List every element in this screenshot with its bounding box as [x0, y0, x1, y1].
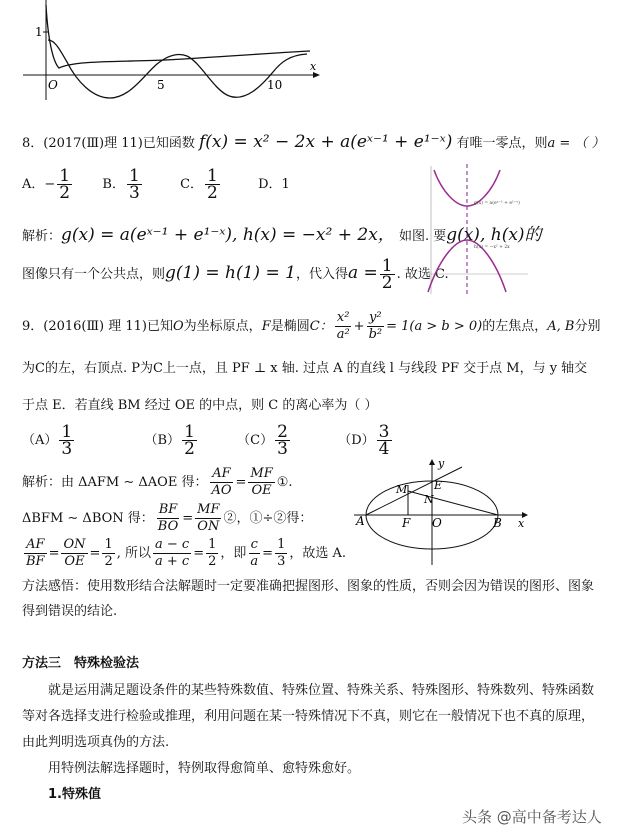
- q9-stem-line1: 9．(2016(Ⅲ) 理 11)已知O为坐标原点，F是椭圆C： $\frac{\text{x²}}{\text{a²}}$ + $\frac{\text{y²}}{\text{b²}}$ = 1(a > b > 0)的左焦点，A, B分别: [22, 310, 601, 342]
- watermark: 头条 @高中备考达人: [462, 808, 602, 826]
- q9-solution-line3: $\frac{AF}{BF}$ = $\frac{ON}{OE}$ = $\frac{1}{2}$ , 所以 $\frac{a - c}{a + c}$ = $\frac{1}{2}$ ，即 $\frac{c}{a}$ = $\frac{1}{3}$ ，故选 A.: [26, 537, 346, 569]
- label-f: F: [402, 516, 411, 530]
- q8-stem-prefix: 8．(2017(Ⅲ)理 11)已知函数: [22, 136, 195, 151]
- method3-title: 方法三 特殊检验法: [22, 656, 140, 671]
- label-a: A: [356, 514, 365, 528]
- label-m: M: [396, 483, 408, 496]
- q9-solution-line2: ΔBFM ∼ ΔBON 得： $\frac{BF}{BO}$ = $\frac{MF}{ON}$ ②，①÷②得：: [22, 502, 313, 534]
- label-n: N: [424, 493, 434, 506]
- label-y: y: [438, 457, 445, 470]
- q9-stem-line3: 于点 E．若直线 BM 经过 OE 的中点，则 C 的离心率为（ ）: [22, 398, 378, 413]
- top-y-tick-label: 1: [35, 25, 43, 39]
- q8-option-b: B． $\frac{1}{3}$: [102, 166, 140, 203]
- q8-stem-suffix: 有唯一零点，则: [456, 136, 548, 151]
- q8-solution-line2: 图像只有一个公共点，则g(1) = h(1) = 1，代入得a = $\frac{1}{2}$ . 故选 C.: [22, 256, 449, 293]
- top-x-axis-label: x: [310, 60, 317, 73]
- label-e: E: [434, 479, 443, 492]
- q9-stem-line2: 为C的左，右顶点. P为C上一点，且 PF ⊥ x 轴. 过点 A 的直线 l 与线段 PF 交于点 M，与 y 轴交: [22, 361, 588, 376]
- top-x-tick-10: 10: [267, 78, 283, 92]
- q9-solution-line1: 解析：由 ΔAFM ∼ ΔAOE 得： $\frac{AF}{AO}$ = $\frac{MF}{OE}$ ①.: [22, 466, 293, 498]
- q8-stem: [22, 132, 605, 152]
- top-log-curve: [46, 5, 310, 68]
- method3-paragraph1-line1: 就是运用满足题设条件的某些特殊数值、特殊位置、特殊关系、特殊图形、特殊数列、特殊函数: [48, 683, 595, 698]
- label-o: O: [432, 516, 442, 530]
- label-b: B: [493, 516, 502, 530]
- method3-subheading: 1.特殊值: [48, 787, 101, 802]
- q8-stem-tail: a = （ ）: [547, 136, 605, 151]
- q9-option-c: （C） $\frac{2}{3}$: [237, 422, 288, 459]
- top-x-tick-5: 5: [157, 78, 165, 92]
- line-l: [366, 467, 462, 515]
- q8-solution-line1: 解析：g(x) = a(eˣ⁻¹ + e¹⁻ˣ), h(x) = −x² + 2x， 如图. 要g(x), h(x)的: [22, 225, 542, 245]
- q9-option-a: （A） $\frac{1}{3}$: [22, 422, 73, 459]
- label-x: x: [518, 517, 525, 530]
- method3-paragraph1-line3: 由此判明选项真伪的方法.: [22, 735, 170, 750]
- method3-paragraph2: 用特例法解选择题时，特例取得愈简单、愈特殊愈好。: [48, 761, 361, 776]
- q8-graph-h-label: h(x) = −x² + 2x: [474, 245, 510, 250]
- q8-function: f(x) = x² − 2x + a(eˣ⁻¹ + e¹⁻ˣ): [199, 132, 453, 152]
- q8-option-d: D．1: [258, 177, 290, 192]
- q9-insight-line2: 得到错误的结论.: [22, 604, 118, 619]
- q9-option-b: （B） $\frac{1}{2}$: [144, 422, 195, 459]
- q9-ellipse-figure: [350, 455, 530, 570]
- top-function-graph: [15, 0, 325, 108]
- method3-paragraph1-line2: 等对各选择支进行检验或推理，利用问题在某一特殊情况下不真，则它在一般情况下也不真的原理，: [22, 709, 595, 724]
- q8-option-a: A．− $\frac{1}{2}$: [22, 166, 71, 203]
- top-origin-label: O: [48, 78, 58, 92]
- q9-insight-line1: 方法感悟：使用数形结合法解题时一定要准确把握图形、图象的性质，否则会因为错误的图形、图象: [22, 579, 595, 594]
- q8-option-c: C． $\frac{1}{2}$: [180, 166, 218, 203]
- q9-options: [22, 424, 394, 457]
- q8-graph-g-label: g(x) = a(eˣ⁻¹ + e¹⁻ˣ): [474, 201, 520, 206]
- q9-option-d: （D） $\frac{3}{4}$: [338, 422, 390, 459]
- q8-graph: [420, 162, 530, 297]
- q8-options: [22, 168, 290, 201]
